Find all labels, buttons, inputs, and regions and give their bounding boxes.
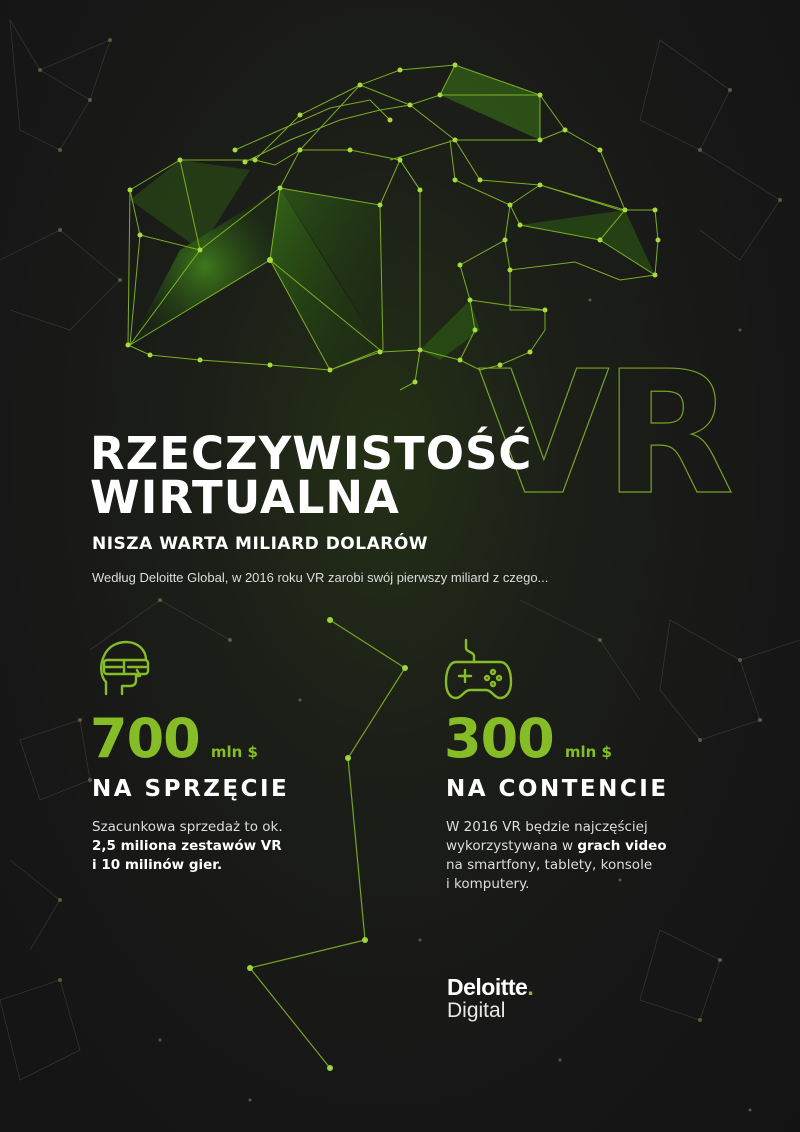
content-stat: [444, 707, 612, 770]
logo-subbrand: Digital: [447, 999, 506, 1022]
page-subtitle: NISZA WARTA MILIARD DOLARÓW: [92, 534, 429, 554]
hardware-desc-line-3: i 10 milinów gier.: [92, 857, 223, 873]
hardware-desc-line-1: Szacunkowa sprzedaż to ok.: [92, 819, 283, 835]
page-title-line-1: RZECZYWISTOŚĆ: [90, 427, 533, 480]
hardware-desc-line-2: 2,5 miliona zestawów VR: [92, 838, 282, 854]
content-value: 300: [444, 707, 554, 770]
hardware-unit: mln $: [210, 743, 258, 761]
content-desc-line-2-pre: wykorzystywana w: [446, 838, 578, 854]
intro-text: Według Deloitte Global, w 2016 roku VR zarobi swój pierwszy miliard z czego...: [92, 570, 549, 585]
content-description: [446, 818, 667, 894]
logo-brand: Deloitte: [447, 974, 528, 1000]
hardware-description: [92, 818, 283, 875]
content-desc-line-3: na smartfony, tablety, konsole: [446, 857, 653, 873]
deloitte-logo: [447, 974, 533, 1001]
content-heading: NA CONTENCIE: [446, 776, 669, 802]
page-title-line-2: WIRTUALNA: [90, 471, 400, 524]
content-unit: mln $: [564, 743, 612, 761]
hardware-heading: NA SPRZĘCIE: [92, 776, 290, 802]
content-desc-line-1: W 2016 VR będzie najczęściej: [446, 819, 648, 835]
content-desc-line-2-bold: grach video: [577, 838, 667, 854]
vr-outline-text: VR: [478, 335, 729, 533]
hardware-value: 700: [90, 707, 200, 770]
content-desc-line-4: i komputery.: [446, 876, 530, 892]
vr-headset-head-icon: [92, 636, 154, 698]
hardware-stat: [90, 707, 258, 770]
logo-dot: .: [527, 974, 534, 1000]
gamepad-icon: [444, 636, 514, 702]
